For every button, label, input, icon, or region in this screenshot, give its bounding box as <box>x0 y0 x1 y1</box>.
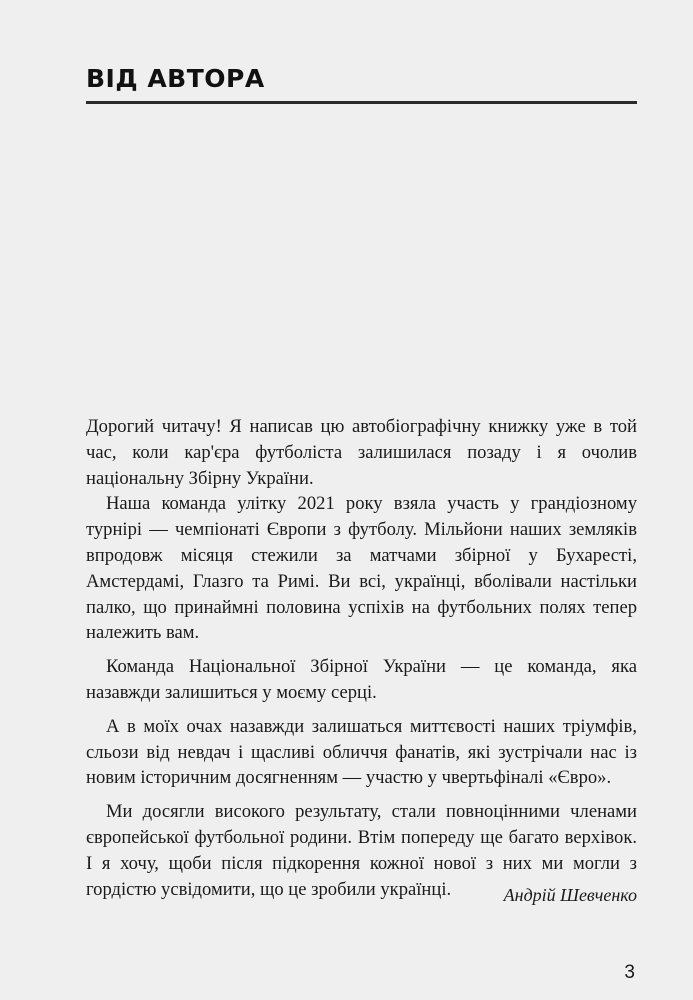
paragraph: Команда Національної Збірної України — це команда, яка назавжди залишиться у моєму серці. <box>86 656 637 703</box>
body-text <box>86 414 637 902</box>
page-number: 3 <box>624 962 635 983</box>
page-heading: ВІД АВТОРА <box>86 64 265 93</box>
heading-rule <box>86 101 637 104</box>
paragraph: Наша команда улітку 2021 року взяла участь у грандіозному турнірі — чемпіонаті Європи з футболу. Мільйони наших земляків впродовж місяця стежили за матчами збірної у Бухаресті, Амстердамі, Глазго та Римі. Ви всі, українці, вболівали настільки палко, що принаймні половина успіхів на футбольних полях тепер належить вам. <box>86 493 637 644</box>
paragraph: А в моїх очах назавжди залишаться миттєвості наших тріумфів, сльози від невдач і щасливі обличчя фанатів, які зустрічали нас із новим історичним досягненням — участю у чвертьфіналі «Євро». <box>86 715 637 789</box>
author-signature: Андрій Шевченко <box>503 885 637 905</box>
paragraph: Дорогий читачу! Я написав цю автобіографічну книжку уже в той час, коли кар'єра футболіста залишилася позаду і я очолив національну Збірну України. <box>86 416 637 489</box>
paragraph: Ми досягли високого результату, стали повноцінними членами європейської футбольної родини. Втім попереду ще багато верхівок. І я хочу, щоби після підкорення кожної нової з них ми могли з гордістю усвідомити, що це зробили українці. <box>86 801 637 900</box>
